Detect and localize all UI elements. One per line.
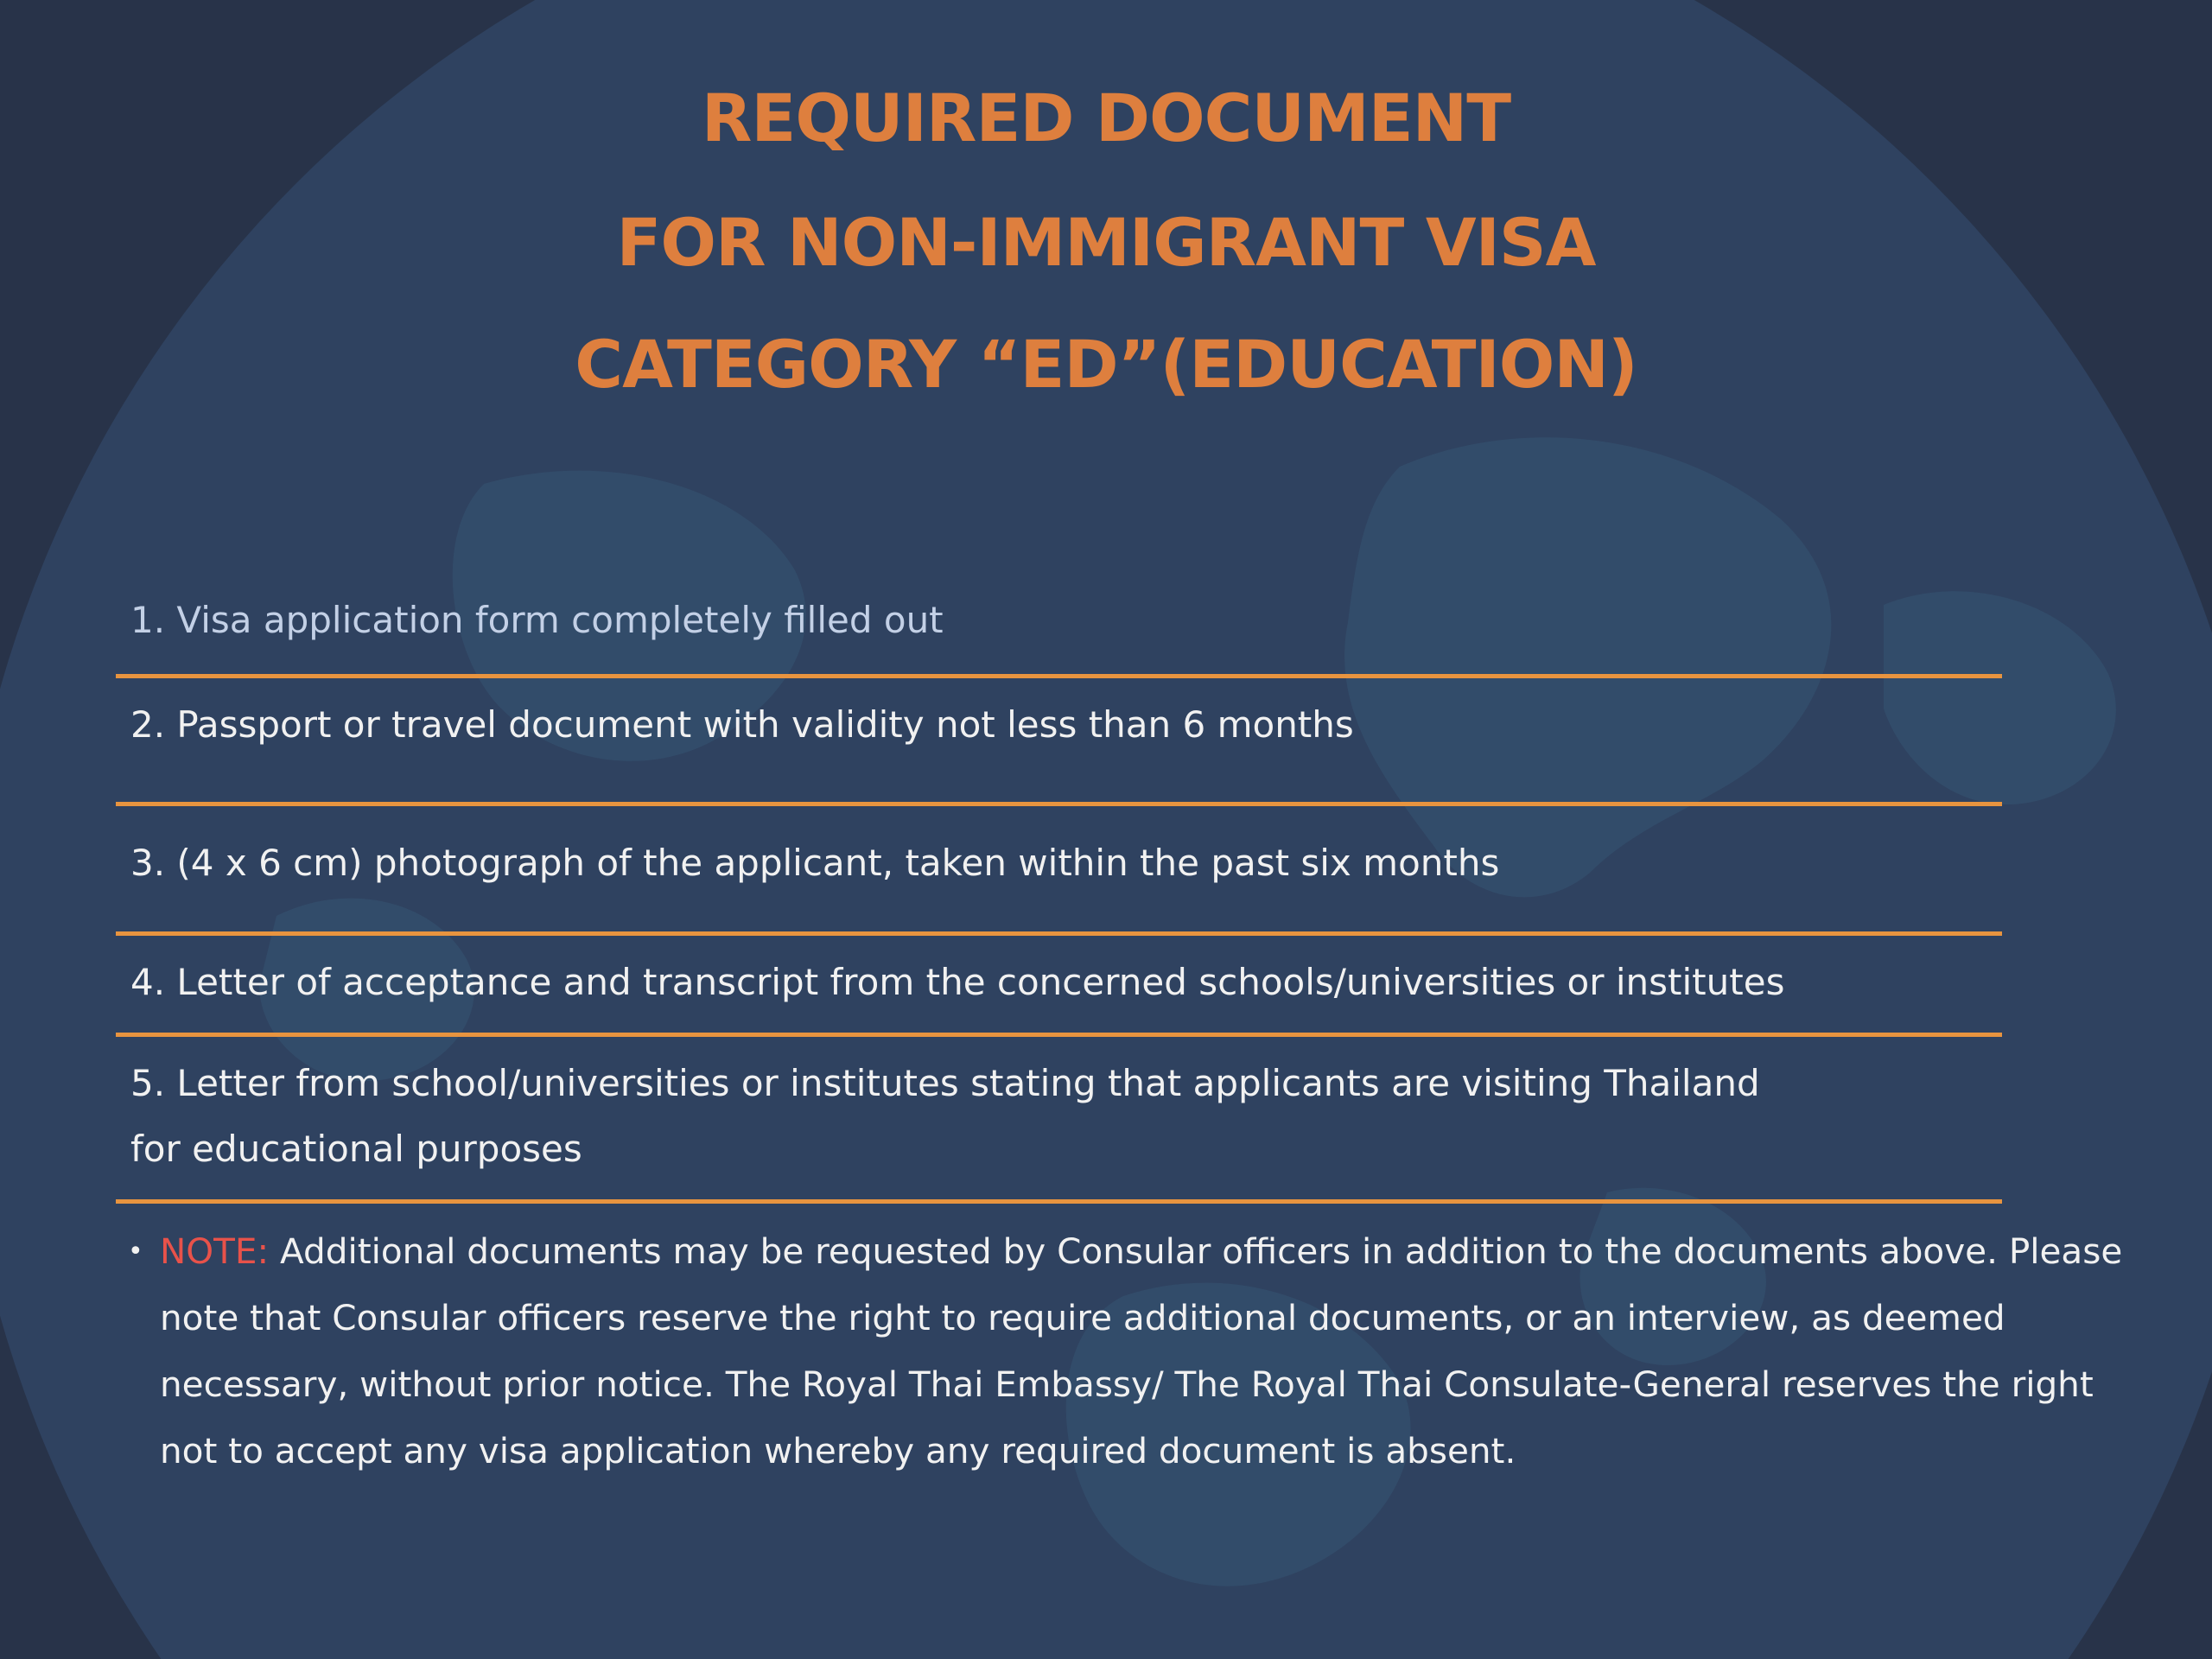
requirement-item-1: 1. Visa application form completely filled out [130,599,944,641]
divider [116,802,2002,806]
requirement-item-4: 4. Letter of acceptance and transcript from the concerned schools/universities or institutes [130,961,1785,1003]
note-text: Additional documents may be requested by Consular officers in addition to the documents above. Please note that Consular officers reserve the right to require additional documents, or an interview, as deemed necessary, without prior notice. The Royal Thai Embassy/ The Royal Thai Consulate-General reserves the right not to accept any visa application whereby any required document is absent. [160,1230,2123,1471]
divider [116,1033,2002,1037]
note-label: NOTE: [160,1230,270,1272]
note-bullet: • [128,1236,143,1267]
divider [116,931,2002,936]
requirement-item-5-line-2: for educational purposes [130,1128,582,1170]
title-line-1: REQUIRED DOCUMENT [701,79,1511,156]
requirement-item-3: 3. (4 x 6 cm) photograph of the applicant, taken within the past six months [130,842,1500,884]
divider [116,1199,2002,1204]
note-paragraph [160,1218,2147,1484]
requirement-item-5 [130,1051,1988,1182]
requirement-item-5-line-1: 5. Letter from school/universities or institutes stating that applicants are visiting Thailand [130,1062,1760,1104]
title-line-2: FOR NON-IMMIGRANT VISA [616,204,1596,281]
requirement-item-2: 2. Passport or travel document with validity not less than 6 months [130,703,1354,746]
divider [116,674,2002,678]
title-line-3: CATEGORY “ED”(EDUCATION) [575,326,1637,403]
